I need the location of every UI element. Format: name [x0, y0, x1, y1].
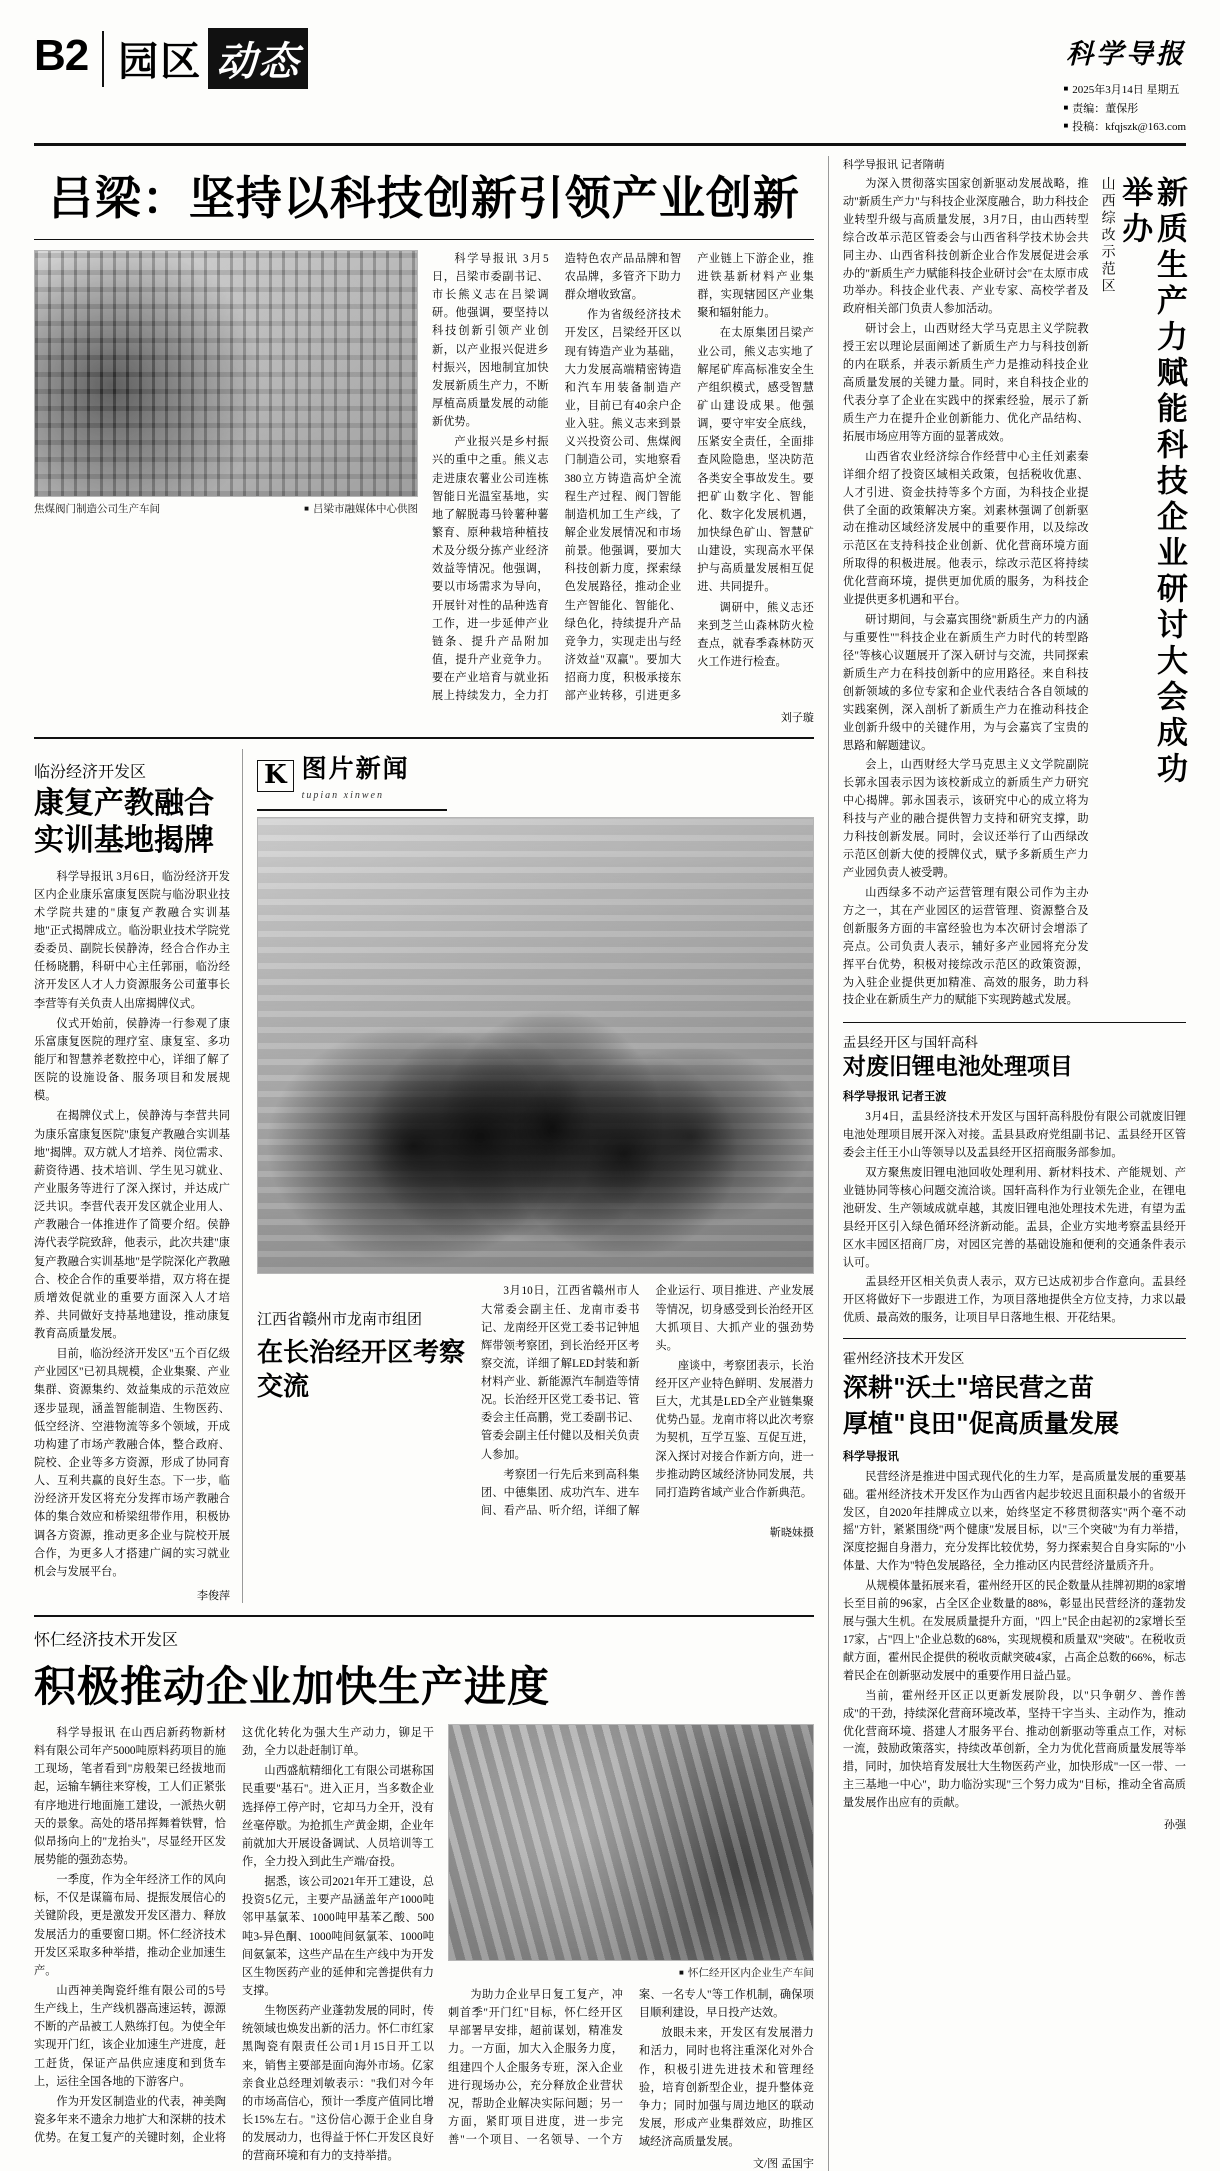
lead-article	[34, 250, 814, 726]
huairen-article	[34, 1627, 814, 2171]
picnews-paragraph: 座谈中，考察团表示，长治经开区产业特色鲜明、发展潜力巨大，尤其是LED全产业链集聚优势凸显。龙南市将以此次考察为契机，互学互鉴、互促互进，深入探讨对接合作新方向，进一步推动跨区域经济协同发展，共同打造跨省域产业合作新典范。	[655, 1359, 814, 1499]
lead-photo-credit: ■ 吕梁市融媒体中心供图	[304, 501, 418, 516]
huairen-body	[34, 1724, 814, 2171]
picnews-paragraph: 考察团一行先后来到高科集团、中德集团、成功汽车、进车间、看产品、听介绍，详细了解企业运行、项目推进、产业发展等情况，切身感受到长治经开区大抓项目、大抓产业的强劲势头。	[481, 1285, 814, 1518]
linfen-article	[34, 749, 243, 1603]
linfen-paragraph: 目前，临汾经济开发区"五个百亿级产业园区"已初具规模，企业集聚、产业集群、资源集约、效益集成的示范效应逐步显现，涵盖智能制造、生物医药、低空经济、空港物流等多个领域，开成功构建了市场产教融合体，整合政府、院校、企业等多方资源，形成了协同育人、互利共赢的良好生态。下一步，临汾经济开发区将充分发挥市场产教融合体的集合效应和桥梁纽带作用，积极协调各方资源，推动更多企业与院校开展合作，为更多人才搭建广阔的实习就业机会与发展平台。	[34, 1348, 230, 1578]
huozhou-paragraph: 当前，霍州经开区正以更新发展阶段，以"只争朝夕、善作善成"的干劲，持续深化营商环境改革，坚持干字当头、主动作为，推动优化营商环境、搭建人才服务平台、推动创新驱动等重点工作，对标一流，鼓励政策落实，持续改革创新，全力为优化营商质量发展等举措，同时，加快培育发展壮大生物医药产业，加快形成"一区一带、一主三基地一中心"，助力临汾实现"三个努力成为"目标，推动全省高质量发展作出应有的贡献。	[842, 1689, 1186, 1810]
paper-logo: 科学导报	[1066, 39, 1186, 70]
huairen-text-left	[34, 1724, 434, 2171]
right-top-titles	[1095, 176, 1186, 1012]
huairen-kicker: 怀仁经济技术开发区	[34, 1630, 179, 1650]
divider-right-1	[843, 1022, 1186, 1023]
picture-news-badge	[257, 749, 814, 803]
section-title-part2: 动态	[208, 28, 308, 89]
masthead-meta	[1063, 81, 1186, 137]
huozhou-paragraph: 从规模体量拓展来看，霍州经开区的民企数量从挂牌初期的8家增长至目前的96家，占全区企业数量的88%，彰显出民营经济的蓬勃发展与强大生机。在发展质量提升方面，"四上"民企由起初的2家增长至17家，占"四上"企业总数的68%，实现规模和质量双"突破"。在税收贡献方面，霍州民企提供的税收贡献突破4家，占高企总数的66%，标志着民企在创新驱动发展中的重要作用日益凸显。	[842, 1580, 1186, 1682]
huozhou-article	[843, 1347, 1186, 1832]
huozhou-headline-line2: 厚植"良田"促高质量发展	[842, 1408, 1119, 1438]
picnews-credit: 靳晓妹摄	[769, 1527, 814, 1540]
yuxian-text	[843, 1089, 1186, 1328]
huairen-columns-left	[34, 1724, 434, 2165]
divider-right-2	[843, 1338, 1186, 1339]
huozhou-headline-line1: 深耕"沃土"培民营之苗	[842, 1373, 1094, 1403]
lead-photo-caption: 焦煤阀门制造公司生产车间	[34, 503, 160, 515]
huairen-photo-caption: ■ 怀仁经开区内企业生产车间	[448, 1965, 814, 1980]
yuxian-paragraph: 3月4日，盂县经济技术开发区与国轩高科股份有限公司就废旧锂电池处理项目展开深入对接。盂县县政府党组副书记、盂县经开区管委会主任王小山等领导以及盂县经开区招商服务部参加。	[842, 1111, 1186, 1160]
lead-signature: 刘子璇	[780, 712, 814, 725]
masthead-right	[1063, 28, 1186, 137]
lead-paragraph: 在太原集团吕梁产业公司，熊义志实地了解尾矿库高标准安全生产组织模式，感受智慧矿山建设成果。他强调，要守牢安全底线，压紧安全责任，全面排查风险隐患，坚决防范各类安全事故发生。要把矿山数字化、智能化、数字化发展机遇，加快绿色矿山、智慧矿山建设，实现高水平保护与高质量发展相互促进、共同提升。	[697, 327, 814, 594]
lead-paragraph: 科学导报讯 3月5日，吕梁市委副书记、市长熊义志在吕梁调研。他强调，要坚持以科技创新引领产业创新，以产业报兴促进乡村振兴，因地制宜加快发展新质生产力，不断厚植高质量发展的动能新优势。	[432, 252, 549, 429]
linfen-paragraph: 科学导报讯 3月6日，临汾经济开发区内企业康乐富康复医院与临汾职业技术学院共建的"康复产教融合实训基地"正式揭牌成立。临汾职业技术学院党委委员、副院长侯静涛，经合合作办主任杨晓鹏，科研中心主任郭丽，临汾经济开发区人才人力资源服务公司董事长李营等有关负责人出席揭牌仪式。	[34, 870, 230, 1010]
right-top-headline: 新质生产力赋能科技企业研讨大会成功举办	[1116, 175, 1187, 788]
page-body	[34, 156, 1186, 2171]
lead-rule	[34, 239, 814, 240]
submission-email: ■ 投稿：kfqjszk@163.com	[1063, 118, 1186, 137]
yuxian-paragraph: 盂县经开区相关负责人表示，双方已达成初步合作意向。盂县经开区将做好下一步跟进工作，为项目落地提供全方位支持，力求以最优质、最高效的服务，让项目早日落地生根、开花结果。	[842, 1276, 1186, 1325]
huairen-paragraph: 科学导报讯 在山西启新药物新材料有限公司年产5000吨原料药项目的施工现场，笔者看到"房般架已经拔地而起，运输车辆往来穿梭，工人们正紧张有序地进行地面施工建设，一派热火朝天的景象。高处的塔吊挥舞着铁臂，恰似昂扬向上的"龙抬头"，尽显经开区发展势能的强劲态势。	[34, 1727, 226, 1867]
divider-after-middle	[34, 1615, 814, 1617]
huairen-paragraph: 山西盛航精细化工有限公司堪称国民重要"基石"。进入正月，当多数企业选择停工停产时，它却马力全开，没有丝毫停歇。为抢抓生产黄金期，企业年前就加大开展设备调试、人员培训等工作，全力投入到此生产端/奋投。	[242, 1765, 434, 1869]
picnews-columns	[481, 1282, 814, 1520]
lead-photo-block	[34, 250, 418, 726]
issue-date: ■ 2025年3月14日 星期五	[1063, 81, 1186, 100]
picture-news-photo	[257, 817, 814, 1274]
left-column	[34, 156, 814, 2171]
huairen-photo	[448, 1724, 814, 1961]
right-top-paragraph: 为深入贯彻落实国家创新驱动发展战略，推动"新质生产力"与科技企业深度融合，助力科技企业转型升级与高质量发展，3月7日，由山西转型综合改革示范区管委会与山西省科学技术协会共同主办、山西省科技创新企业合作发展促进会承办的"新质生产力赋能科技企业研讨会"在太原市成功举办。科技企业代表、产业专家、高校学者及政府相关部门负责人参加活动。	[842, 177, 1089, 316]
masthead	[34, 28, 1186, 146]
yuxian-source: 科学导报讯 记者王波	[842, 1091, 947, 1104]
huairen-paragraph: 作为开发区制造业的代表，神美陶瓷多年来不遗余力地扩大和深耕的技术优势。在复工复产的关键时刻，企业将这优化转化为强大生产动力，铆足干劲，全力以赴赶制订单。	[34, 1727, 434, 2145]
picnews-sub-headline: 在长治经开区考察交流	[257, 1338, 466, 1403]
picture-news-letter-icon: K	[257, 760, 294, 792]
section-title-part1: 园区	[118, 39, 203, 85]
picture-news-pinyin: tupian xinwen	[301, 790, 384, 802]
right-top-paragraph: 研讨会上，山西财经大学马克思主义学院教授王宏以理论层面阐述了新质生产力与科技创新的内在联系，并表示新质生产力是推动科技企业高质量发展的关键力量。同时，来自科技企业的代表分享了企业在实践中的探索经验，展示了新质生产力在提升企业创新能力、优化产品结构、拓展市场应用等方面的显著成效。	[842, 323, 1089, 443]
huairen-paragraph: 生物医药产业蓬勃发展的同时，传统领域也焕发出新的活力。怀仁市红家黑陶瓷有限责任公司1月15日开工以来，销售主要部是面向海外市场。亿家亲食业总经理刘敏表示："我们对今年的市场高信心，预计一季度产值同比增长15%左右。"这份信心源于企业自身的发展动力，也得益于怀仁开发区良好的营商环境和有力的支持举措。	[242, 2005, 434, 2163]
right-top-paragraph: 山西省农业经济综合作经营中心主任刘素秦详细介绍了投资区域相关政策，包括税收优惠、人才引进、资金扶持等多个方面，为科技企业提供了全面的政策解决方案。刘素林强调了创新驱动在推动区域经济发展中的重要作用，以及综改示范区在支持科技企业创新、优化营商环境方面所取得的积极进展。他表示，综改示范区将持续优化营商环境，提供更加优质的服务，为科技企业提供更多机遇和平台。	[842, 450, 1089, 607]
linfen-text	[34, 868, 230, 1583]
right-top-paragraph: 研讨期间，与会嘉宾围绕"新质生产力的内涵与重要性""科技企业在新质生产力时代的转型路径"等核心议题展开了深入研讨与交流，共同探索新质生产力在科技创新中的应用路径。来自科技创新领域的多位专家和企业代表结合各自领域的实践案例，深入剖析了新质生产力在推动科技企业创新升级中的关键作用，为与会嘉宾了宝贵的思路和解题建议。	[842, 614, 1089, 752]
right-top-article	[843, 156, 1186, 1012]
right-top-kicker: 山西综改示范区	[1099, 175, 1115, 295]
linfen-paragraph: 在揭牌仪式上，侯静涛与李营共同为康乐富康复医院"康复产教融合实训基地"揭牌。双方就人才培养、岗位需求、薪资待遇、技术培训、学生见习就业、产业服务等进行了深入探讨，并达成广泛共识。李营代表开发区就企业用人、产教融合一体推进作了简要介绍。侯静涛代表学院致辞，他表示，此次共建"康复产教融合实训基地"是学院深化产教融合、校企合作的重要举措，双方将在提质增效促就业的重要方面深入人才培养、共同做好支持基地建设，推动康复教育高质量发展。	[34, 1110, 230, 1341]
huairen-headline: 积极推动企业加快生产进度	[34, 1662, 551, 1712]
yuxian-paragraph: 双方聚焦废旧锂电池回收处理利用、新材料技术、产能规划、产业链协同等核心问题交流洽谈。国轩高科作为行业领先企业，在锂电池研发、生产领域成就卓越，其废旧锂电池处理技术先进，有望为盂县经开区引入绿色循环经济新动能。盂县，企业方实地考察盂县经开区水丰园区招商厂房，对园区完善的基础设施和便利的交通条件表示认可。	[842, 1166, 1186, 1269]
huozhou-paragraph: 民营经济是推进中国式现代化的生力军，是高质量发展的重要基础。霍州经济技术开发区作为山西省内起步较迟且面积最小的省级开发区，自2020年挂牌成立以来，始终坚定不移贯彻落实"两个毫不动摇"方针，紧紧围绕"两个健康"发展目标，以"三个突破"为有力举措，深度挖掘自身潜力，充分发挥比较优势，努力探索契合自身实际的"小体量、大作为"特色发展路径，全力推动区内民营经济量质齐升。	[842, 1470, 1186, 1573]
middle-block	[34, 749, 814, 1603]
picture-news-title: 图片新闻	[301, 754, 410, 784]
picture-news-block	[257, 749, 814, 1603]
right-top-paragraph: 山西绿多不动产运营管理有限公司作为主办方之一，其在产业园区的运营管理、资源整合及创新服务方面的丰富经验也为本次研讨会增添了亮点。公司负责人表示，辅好多产业园将充分发挥平台优势，积极对接综改示范区的政策资源，为入驻企业提供更加精准、高效的服务，助力科技企业在新质生产力的赋能下实现跨越式发展。	[842, 886, 1089, 1007]
lead-photo	[34, 250, 418, 497]
huozhou-text	[843, 1449, 1186, 1813]
huairen-paragraph: 一季度，作为全年经济工作的风向标，不仅是谋篇布局、提振发展信心的关键阶段，更是激发开发区潜力、释放发展活力的重要窗口期。怀仁经济技术开发区采取多种举措，推动企业加速生产。	[34, 1874, 226, 1977]
editor-line: ■ 责编：董保彤	[1063, 100, 1186, 119]
right-column	[828, 156, 1186, 2171]
right-top-source: 科学导报讯 记者隋萌	[842, 158, 945, 171]
picnews-paragraph: 3月10日，江西省赣州市人大常委会副主任、龙南市委书记、龙南经开区党工委书记钟旭辉带领考察团，到长治经开区考察交流，详细了解LED封装和新材料产业、新能源汽车制造等情况。长治经开区党工委书记、管委会主任高鹏，党工委副书记、管委会副主任付健以及相关负责人参加。	[481, 1285, 640, 1461]
right-top-vertical-wrap	[843, 176, 1186, 1012]
lead-text-block	[432, 250, 814, 726]
linfen-kicker: 临汾经济开发区	[34, 762, 147, 782]
huozhou-signature: 孙强	[1164, 1819, 1186, 1832]
lead-paragraph: 作为省级经济技术开发区，吕梁经开区以现有铸造产业为基础，大力发展高端精密铸造和汽车用装备制造产业，目前已有40余户企业入驻。熊义志来到景义兴投资公司、焦煤阀门制造公司，实地察看380立方铸造高炉全流程生产过程、阀门智能制造机加工生产线，了解企业发展情况和市场前景。他强调，要加大科技创新力度，探索绿色发展路径，推动企业生产智能化、智能化、绿色化，持续提升产品竞争力，实现走出与经济效益"双赢"。要加大招商力度，积极承接东部产业转移，引进更多产业链上下游企业，推进铁基新材料产业集群，实现辖园区产业集聚和辐射能力。	[564, 252, 814, 703]
masthead-left	[34, 28, 308, 89]
right-top-text	[843, 176, 1089, 1012]
lead-paragraph: 调研中，熊义志还来到芝兰山森林防火检查点，就春季森林防灭火工作进行检查。	[697, 601, 814, 668]
picnews-sub-kicker: 江西省赣州市龙南市组团	[257, 1312, 423, 1329]
lead-headline: 吕梁：坚持以科技创新引领产业创新	[47, 170, 800, 225]
huairen-paragraph: 据悉，该公司2021年开工建设，总投资5亿元，主要产品涵盖年产1000吨邻甲基氯苯、1000吨甲基苯乙酸、500吨3-异色酮、1000吨间氨氯苯、1000吨间氨氯苯，这些产品在生产线中为开发区生物医药产业的延伸和完善提供有力支撑。	[242, 1876, 434, 1997]
yuxian-headline: 对废旧锂电池处理项目	[842, 1054, 1073, 1081]
linfen-signature: 李俊萍	[197, 1590, 230, 1603]
huozhou-source: 科学导报讯	[842, 1450, 899, 1463]
huairen-signature: 文/图 孟国宇	[753, 2158, 814, 2171]
yuxian-kicker: 盂县经开区与国轩高科	[842, 1035, 978, 1051]
huairen-paragraph: 山西神美陶瓷纤维有限公司的5号生产线上，生产线机器高速运转，源源不断的产品被工人熟练打包。为使全年实现开门红，该企业加速生产进度，赶工赶货，保证产品供应速度和到货车上，运往全国各地的下游客户。	[34, 1985, 226, 2088]
right-top-paragraph: 会上，山西财经大学马克思主义文学院副院长郭永国表示因为该校新成立的新质生产力研究中心揭牌。郭永国表示，该研究中心的成立将为科技与产业的融合提供智力支持和研究支撑，助力科技创新发展。同时，会议还举行了山西绿改示范区创新大使的授牌仪式，赋予多新质生产力产业园负责人被受聘。	[842, 759, 1089, 879]
lead-text-columns	[432, 250, 814, 706]
huairen-columns-right	[448, 1986, 814, 2151]
huairen-right	[448, 1724, 814, 2171]
masthead-divider	[102, 31, 104, 87]
yuxian-article	[843, 1031, 1186, 1328]
linfen-paragraph: 仪式开始前，侯静涛一行参观了康乐富康复医院的理疗室、康复室、多功能厅和智慧养老数控中心，详细了解了医院的设施设备、服务项目和发展规模。	[34, 1017, 230, 1103]
page-number: B2	[34, 30, 89, 80]
section-title	[118, 28, 308, 89]
picture-news-caption-block	[257, 1282, 467, 1540]
divider-after-lead	[34, 737, 814, 739]
picture-news-text	[481, 1282, 814, 1540]
huozhou-kicker: 霍州经济技术开发区	[842, 1351, 965, 1367]
linfen-headline: 康复产教融合实训基地揭牌	[34, 786, 214, 858]
huairen-paragraph: 放眼未来，开发区有发展潜力和活力，同时也将注重深化对外合作，积极引进先进技术和管理经验，培育创新型企业，提升整体竞争力；同时加强与周边地区的联动发展，形成产业集群效应，助推区域经济高质量发展。	[638, 2027, 814, 2149]
huairen-paragraph: 为助力企业早日复工复产，冲刺首季"开门红"目标，怀仁经开区早部署早安排，超前谋划，精准发力。一方面，加大入企服务力度，组建四个人企服务专班，深入企业进行现场办公，充分释放企业营状况，帮助企业解决实际问题；另一方面，紧盯项目进度，进一步完善"一个项目、一名领导、一个方案、一名专人"等工作机制，确保项目顺利建设，早日投产达效。	[448, 1989, 814, 2147]
picture-news-underline	[257, 809, 447, 811]
picture-news-body	[257, 1282, 814, 1540]
lead-paragraph: 产业报兴是乡村振兴的重中之重。熊义志走进康农薯业公司连栋智能日光温室基地，实地了解脱毒马铃薯种薯繁育、原种栽培种植技术及分级分拣产业经济效益等情况。他强调，要以市场需求为导向，开展针对性的品种选育工作，进一步延伸产业链条、提升产品附加值，提升产业竞争力。要在产业培育与就业拓展上持续发力，全力打造特色农产品品牌和智农品牌，多管齐下助力群众增收致富。	[432, 252, 682, 703]
